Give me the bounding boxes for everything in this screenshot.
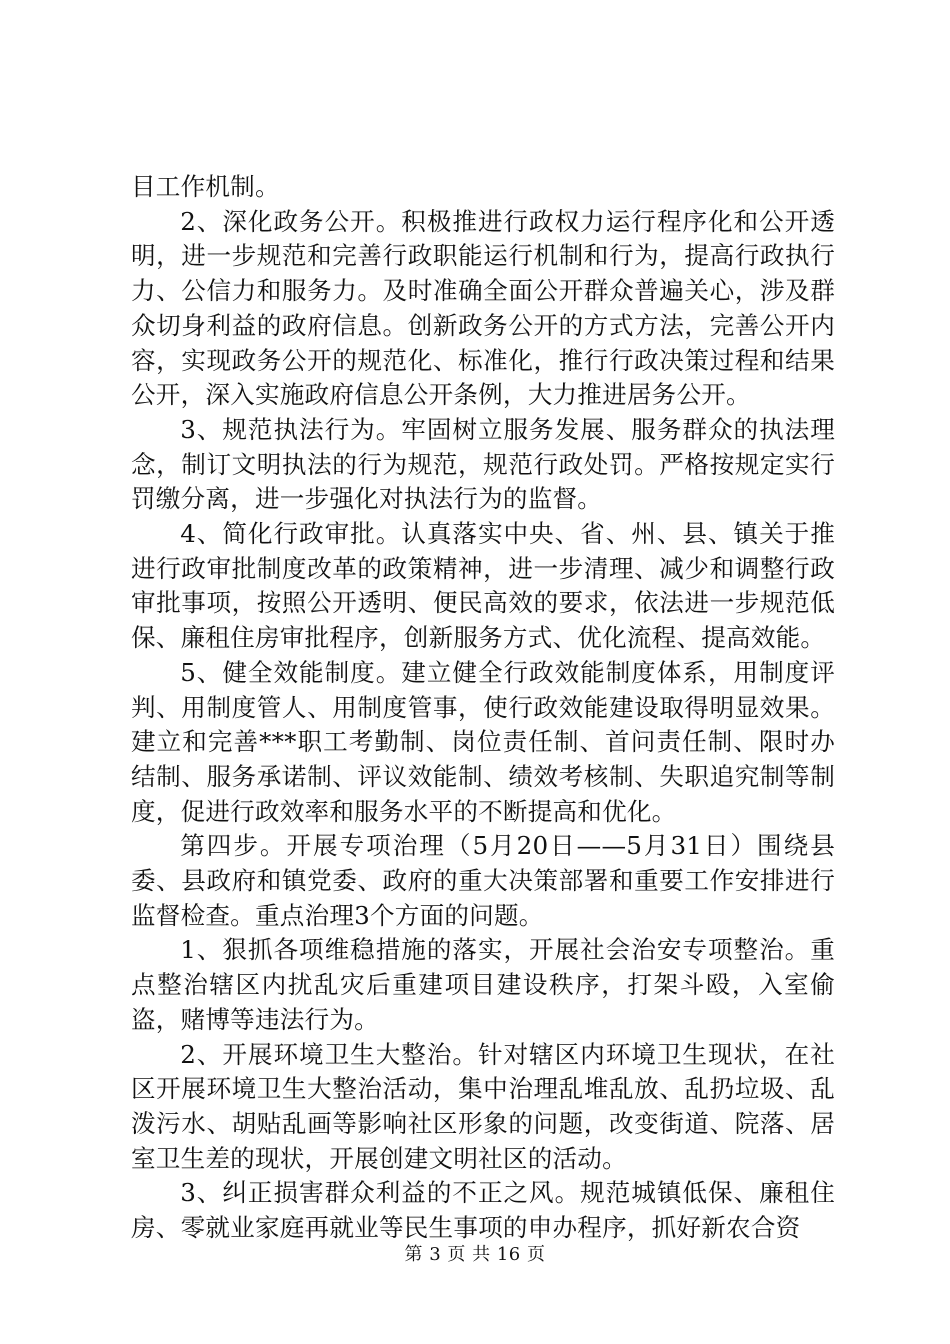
paragraph-item-3-law-enforcement: 3、规范执法行为。牢固树立服务发展、服务群众的执法理念，制订文明执法的行为规范，规范行政处罚。严格按规定实行罚缴分离，进一步强化对执法行为的监督。 [131,414,835,514]
paragraph-item-5-efficiency-system: 5、健全效能制度。建立健全行政效能制度体系，用制度评判、用制度管人、用制度管事，使行政效能建设取得明显效果。建立和完善***职工考勤制、岗位责任制、首问责任制、限时办结制、服务承诺制、评议效能制、绩效考核制、失职追究制等制度，促进行政效率和服务水平的不断提高和优化。 [131,657,835,826]
paragraph-step-four: 第四步。开展专项治理（5月20日——5月31日）围绕县委、县政府和镇党委、政府的重大决策部署和重要工作安排进行监督检查。重点治理3个方面的问题。 [131,831,835,930]
document-body [131,170,835,1246]
paragraph-item-2-environment: 2、开展环境卫生大整治。针对辖区内环境卫生现状，在社区开展环境卫生大整治活动，集中治理乱堆乱放、乱扔垃圾、乱泼污水、胡贴乱画等影响社区形象的问题，改变街道、院落、居室卫生差的现状，开展创建文明社区的活动。 [131,1039,835,1173]
paragraph-item-3-misconduct: 3、纠正损害群众利益的不正之风。规范城镇低保、廉租住房、零就业家庭再就业等民生事项的申办程序，抓好新农合资 [131,1178,835,1243]
paragraph-item-4-administrative-approval: 4、简化行政审批。认真落实中央、省、州、县、镇关于推进行政审批制度改革的政策精神，进一步清理、减少和调整行政审批事项，按照公开透明、便民高效的要求，依法进一步规范低保、廉租住房审批程序，创新服务方式、优化流程、提高效能。 [131,519,835,653]
paragraph-continuation: 目工作机制。 [131,172,280,201]
paragraph-item-2-open-government: 2、深化政务公开。积极推进行政权力运行程序化和公开透明，进一步规范和完善行政职能运行机制和行为，提高行政执行力、公信力和服务力。及时准确全面公开群众普遍关心，涉及群众切身利益的政府信息。创新政务公开的方式方法，完善公开内容，实现政务公开的规范化、标准化，推行行政决策过程和结果公开，深入实施政府信息公开条例，大力推进居务公开。 [131,206,835,410]
paragraph-item-1-public-security: 1、狠抓各项维稳措施的落实，开展社会治安专项整治。重点整治辖区内扰乱灾后重建项目建设秩序，打架斗殴，入室偷盗，赌博等违法行为。 [131,935,835,1034]
page-number-footer: 第 3 页 共 16 页 [404,1244,546,1265]
